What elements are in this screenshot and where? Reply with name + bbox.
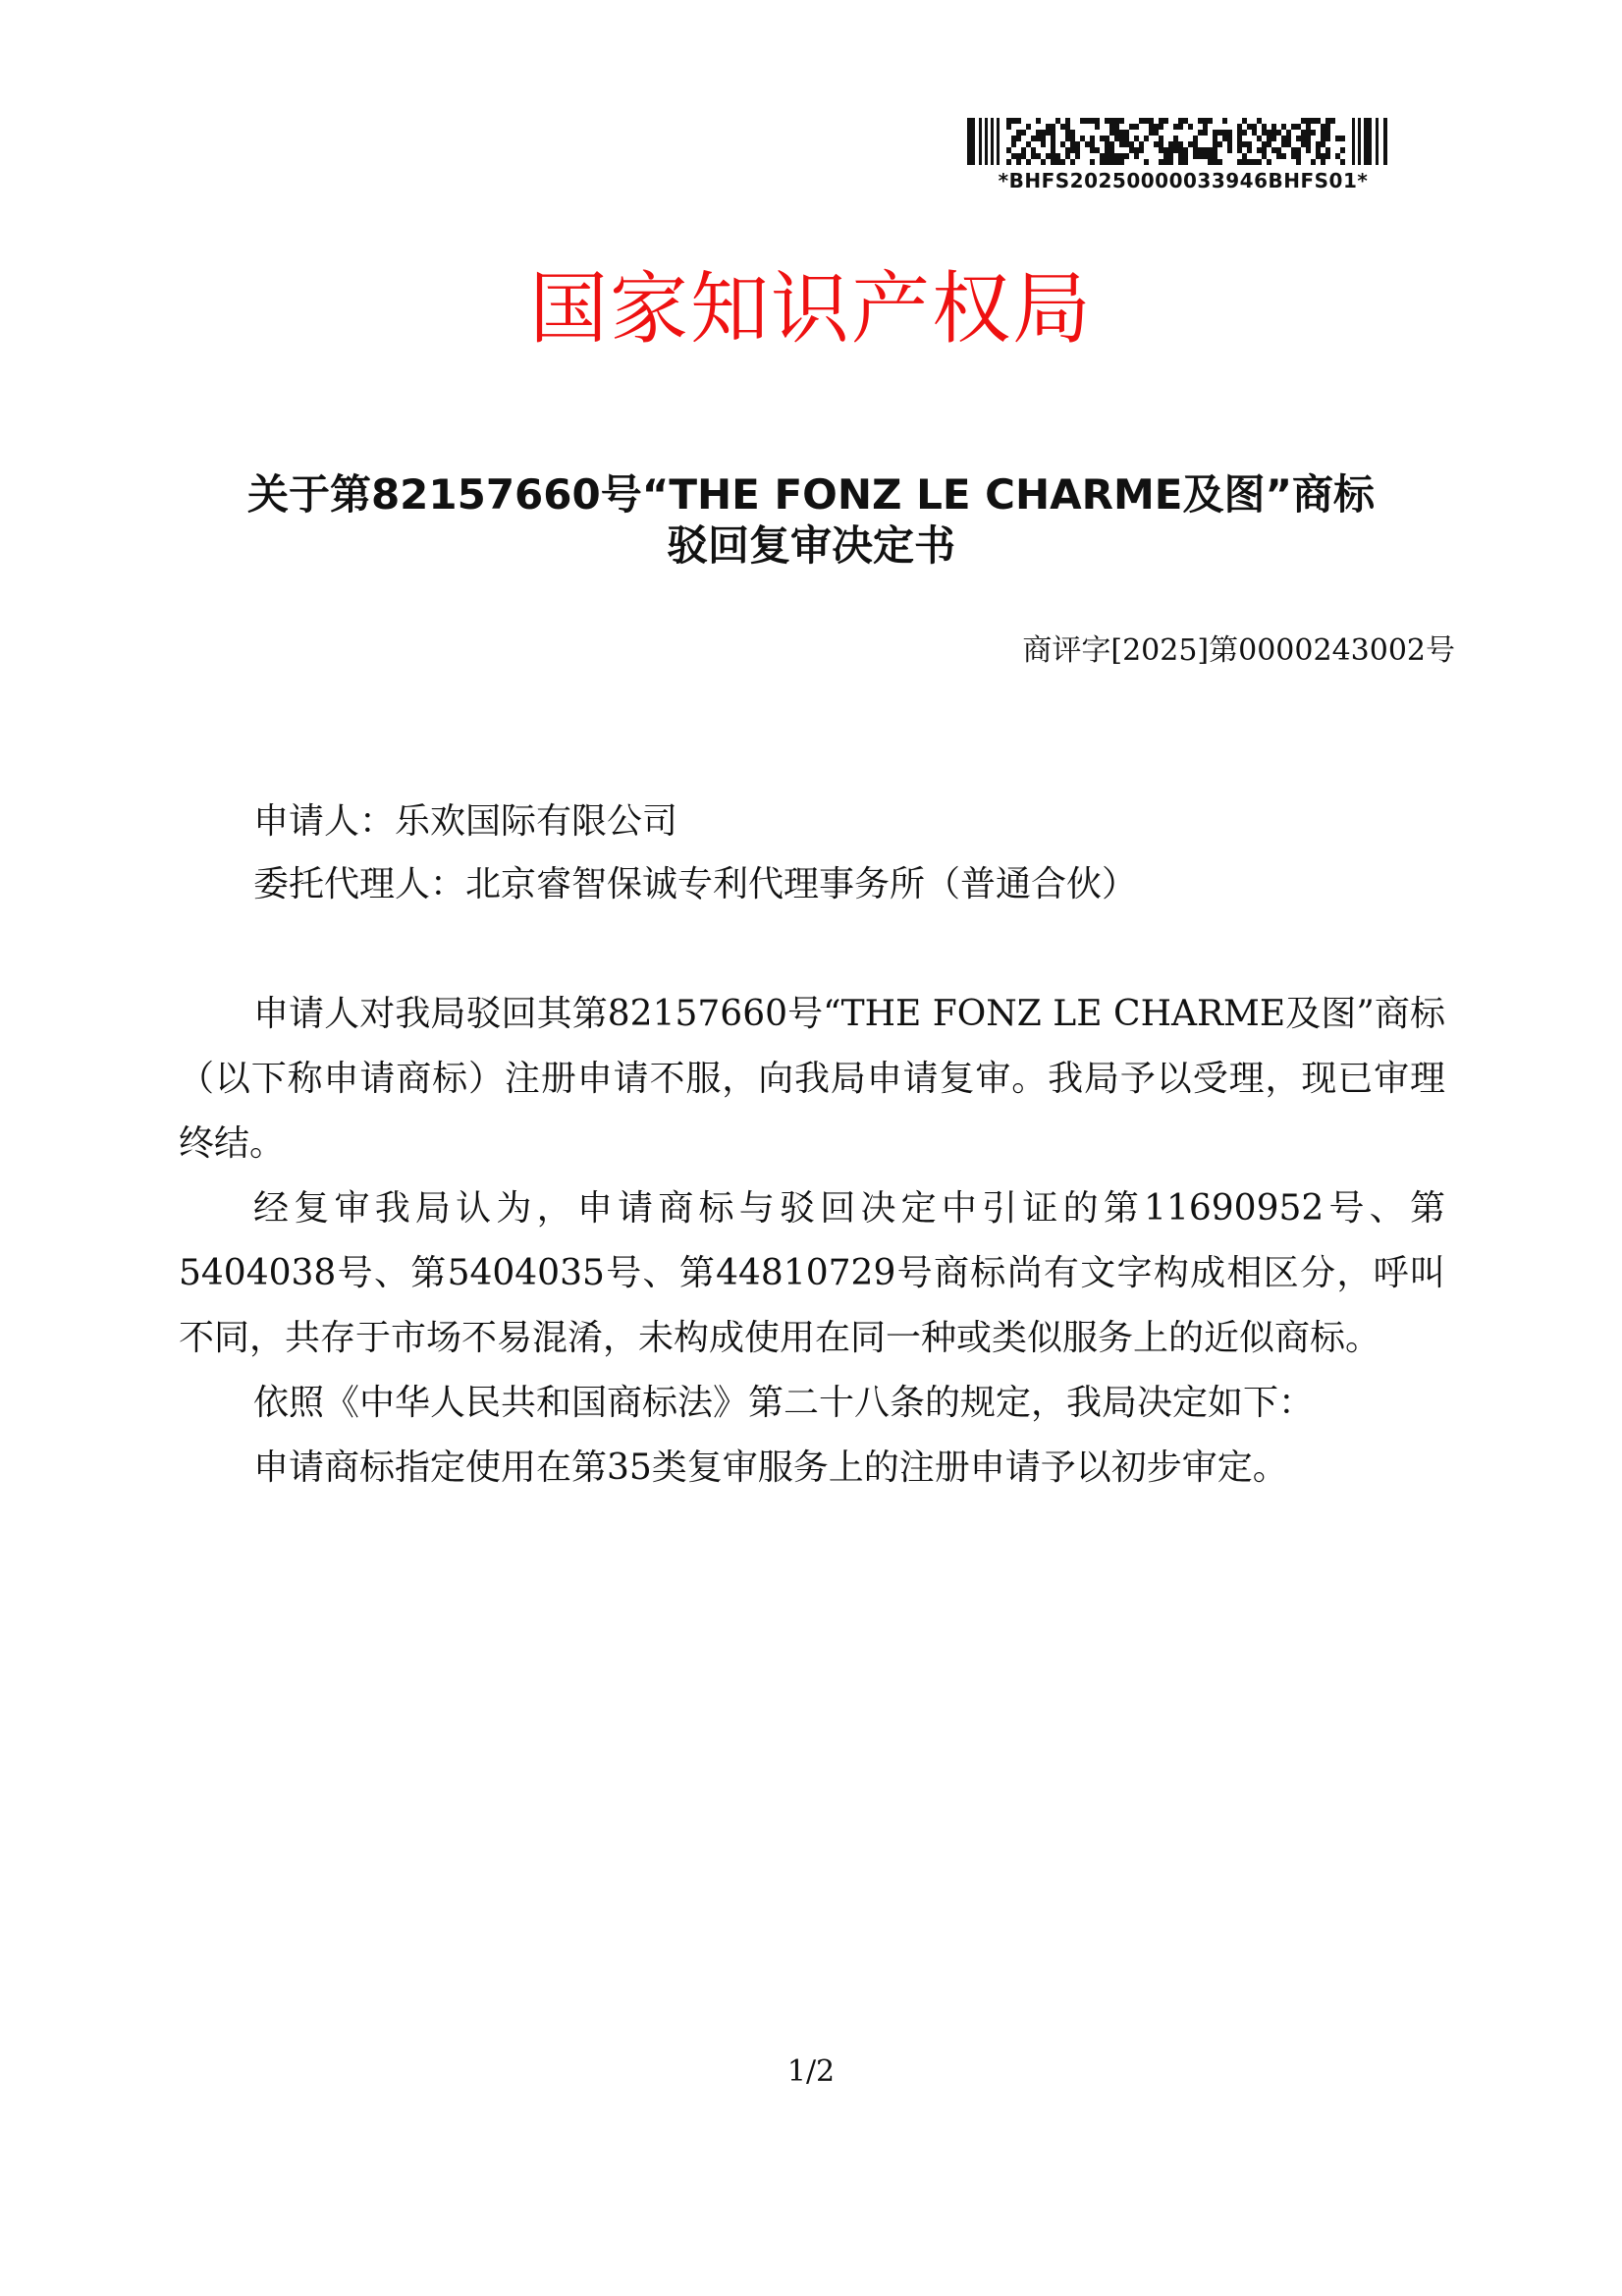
document-title [0,469,1622,572]
paragraph: 依照《中华人民共和国商标法》第二十八条的规定，我局决定如下： [253,1383,1315,1423]
barcode-image [967,118,1389,165]
decision-body [179,982,1445,1501]
paragraph: 申请人对我局驳回其第82157660号“THE FONZ LE CHARME及图”商标（以下称申请商标）注册申请不服，向我局申请复审。我局予以受理，现已审理终结。 [179,994,1445,1164]
applicant-line: 申请人：乐欢国际有限公司 [253,801,678,842]
title-line-1: 关于第82157660号“THE FONZ LE CHARME及图”商标 [246,470,1376,519]
barcode-text: *BHFS20250000033946BHFS01* [998,169,1369,192]
barcode-block [967,118,1399,192]
title-line-2: 驳回复审决定书 [666,521,955,570]
paragraph: 申请商标指定使用在第35类复审服务上的注册申请予以初步审定。 [253,1448,1288,1488]
page-number: 1/2 [786,2054,836,2089]
paragraph: 经复审我局认为，申请商标与驳回决定中引证的第11690952号、第5404038号、第5404035号、第44810729号商标尚有文字构成相区分，呼叫不同，共存于市场不易混淆，未构成使用在同一种或类似服务上的近似商标。 [179,1188,1445,1358]
document-number: 商评字[2025]第0000243002号 [1022,633,1455,668]
agent-line: 委托代理人：北京睿智保诚专利代理事务所（普通合伙） [253,864,1138,904]
agency-name: 国家知识产权局 [529,263,1093,355]
